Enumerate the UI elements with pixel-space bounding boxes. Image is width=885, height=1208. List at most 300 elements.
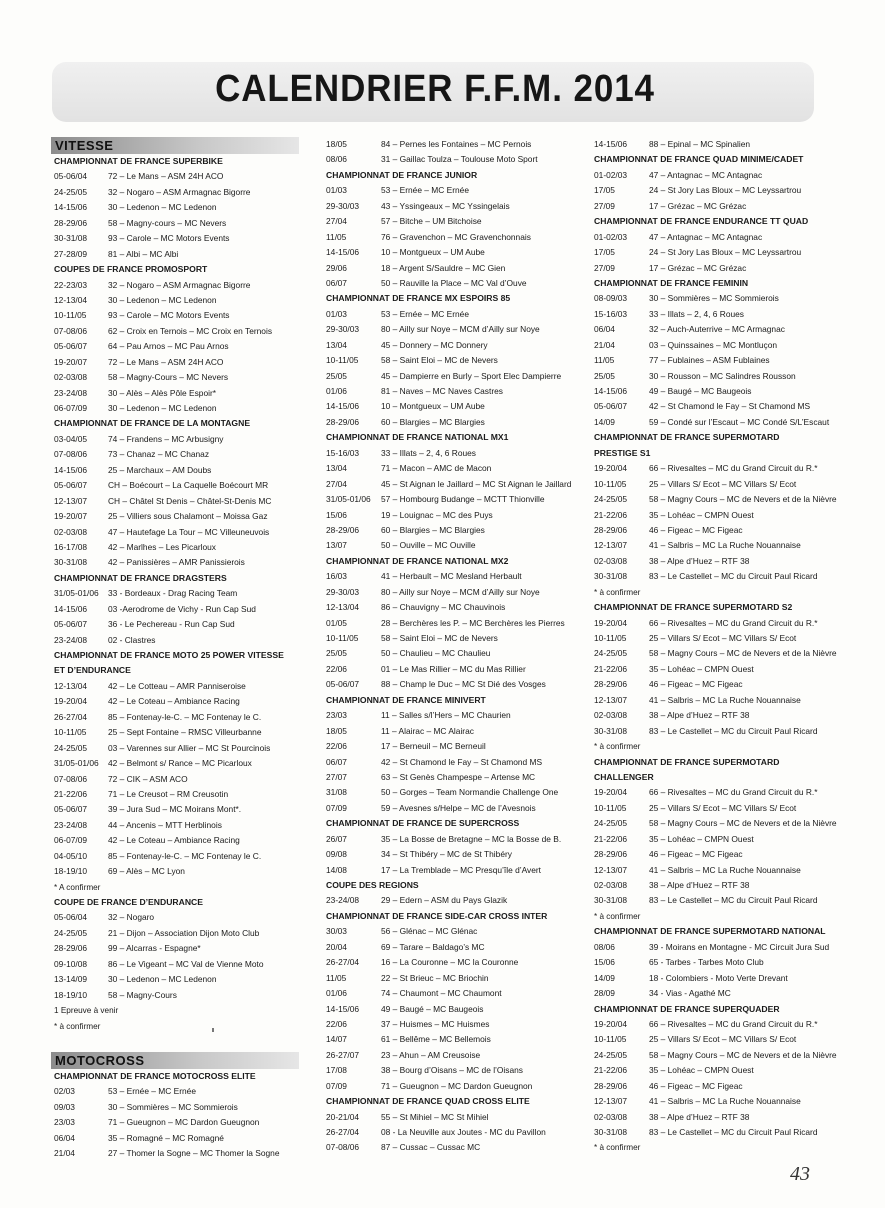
event-venue: 66 – Rivesaltes – MC du Grand Circuit du R.* [649,617,818,628]
event-row [591,261,845,276]
event-date: 23-24/08 [326,895,360,906]
event-date: 10-11/05 [594,802,627,813]
event-row [591,631,845,646]
event-date: 31/05-01/06 [326,494,371,505]
event-venue: 33 - Bordeaux - Drag Racing Team [108,588,238,599]
event-date: 25/05 [326,370,347,381]
event-venue: 66 – Rivesaltes – MC du Grand Circuit du R.* [649,787,818,798]
event-row [591,353,845,368]
event-row [51,957,299,972]
event-venue: 42 – Le Coteau – Ambiance Racing [108,696,240,707]
event-venue: 66 – Rivesaltes – MC du Grand Circuit du R.* [649,463,818,474]
event-date: 30-31/08 [594,571,628,582]
championship-heading: CHAMPIONNAT DE FRANCE NATIONAL MX2 [326,555,509,566]
event-row [323,353,577,368]
event-row [51,756,299,771]
event-venue: 25 – Marchaux – AM Doubs [108,464,212,475]
event-row [591,940,845,955]
event-venue: 19 – Louignac – MC des Puys [381,509,493,520]
event-row [591,461,845,476]
event-row [591,492,845,507]
event-venue: 45 – St Aignan le Jaillard – MC St Aignan le Jaillard [381,478,572,489]
event-date: 19-20/04 [594,617,628,628]
event-date: 23-24/08 [54,387,88,398]
event-date: 21-22/06 [54,788,88,799]
event-date: 18-19/10 [54,866,88,877]
event-date: 05-06/04 [54,171,88,182]
event-row [323,307,577,322]
event-venue: 36 - Le Pechereau - Run Cap Sud [108,619,235,630]
event-row [51,247,299,262]
event-venue: 55 – St Mihiel – MC St Mihiel [381,1111,489,1122]
event-row [323,801,577,816]
event-date: 24-25/05 [594,648,628,659]
event-date: 26-27/04 [326,1127,360,1137]
event-date: 14-15/06 [54,202,88,213]
event-date: 27/07 [326,771,347,782]
championship-heading: ET D’ENDURANCE [54,665,131,676]
event-date: 13-14/09 [54,974,88,985]
event-date: 12-13/04 [54,680,88,691]
event-row [51,169,299,184]
championship-heading: CHAMPIONNAT DE FRANCE FEMININ [594,277,749,288]
event-venue: 18 – Argent S/Sauldre – MC Gien [381,262,506,273]
event-date: 26-27/04 [326,957,360,968]
event-venue: 56 – Glénac – MC Glénac [381,926,478,937]
event-venue: 41 – Salbris – MC La Ruche Nouannaise [649,1096,801,1107]
event-row [591,137,845,152]
event-date: 25/05 [594,370,615,381]
event-date: 28-29/06 [594,524,628,535]
event-venue: 18 - Colombiers - Moto Verte Drevant [649,972,788,983]
event-row [51,988,299,1003]
event-venue: 38 – Alpe d’Huez – RTF 38 [649,1111,750,1122]
event-venue: 45 – Donnery – MC Donnery [381,339,488,350]
event-row [51,370,299,385]
event-date: 01-02/03 [594,231,628,242]
event-row [591,878,845,893]
championship-heading: CHAMPIONNAT DE FRANCE SUPERBIKE [54,156,223,166]
event-date: 02-03/08 [594,555,628,566]
event-date: 21-22/06 [594,833,628,844]
event-row [591,785,845,800]
event-date: 03-04/05 [54,433,88,444]
event-row [51,355,299,370]
event-venue: 58 – Magny-cours – MC Nevers [108,217,227,228]
event-date: 28-29/06 [594,679,628,690]
event-date: 21-22/06 [594,663,628,674]
event-date: 14/09 [594,972,615,983]
event-row [323,245,577,260]
event-date: 30-31/08 [594,895,628,906]
event-date: 08/06 [594,941,615,952]
event-date: 06/04 [594,324,615,335]
championship-heading: CHAMPIONNAT DE FRANCE MOTOCROSS ELITE [54,1070,256,1081]
event-row [323,322,577,337]
event-date: 10-11/05 [594,478,627,489]
event-row [51,602,299,617]
event-date: 05-06/07 [54,804,88,815]
event-date: 02-03/08 [594,710,628,721]
event-venue: 81 – Albi – MC Albi [108,248,179,259]
championship-heading: CHAMPIONNAT DE FRANCE MOTO 25 POWER VITESSE [54,650,284,660]
event-row [323,230,577,245]
event-row [591,616,845,631]
event-row [323,1063,577,1078]
event-row [323,677,577,692]
event-venue: 10 – Montgueux – UM Aube [381,247,485,258]
event-date: 10-11/05 [54,727,87,738]
event-date: 27-28/09 [54,248,88,259]
event-date: 30-31/08 [54,557,88,568]
event-date: 04-05/10 [54,850,88,861]
event-venue: CH – Boécourt – La Caquelle Boécourt MR [108,480,269,491]
event-venue: 27 – Thomer la Sogne – MC Thomer la Sogne [108,1148,280,1159]
event-date: 14-15/06 [54,603,88,614]
event-row [591,832,845,847]
event-row [323,631,577,646]
event-venue: 30 – Ledenon – MC Ledenon [108,974,217,985]
event-row [323,199,577,214]
event-row [591,230,845,245]
event-venue: 35 – Lohéac – CMPN Ouest [649,663,754,674]
event-venue: 32 – Nogaro – ASM Armagnac Bigorre [108,186,251,197]
event-date: 21/04 [54,1148,75,1159]
event-date: 24-25/05 [54,927,88,938]
event-row [51,710,299,725]
event-venue: 01 – Le Mas Rillier – MC du Mas Rillier [381,663,526,674]
event-row [591,708,845,723]
event-date: 24-25/05 [54,186,88,197]
event-date: 18/05 [326,139,347,149]
event-venue: 24 – St Jory Las Bloux – MC Leyssartrou [649,185,802,196]
event-venue: 16 – La Couronne – MC la Couronne [381,957,519,968]
event-row [323,276,577,291]
event-venue: 43 – Yssingeaux – MC Yssingelais [381,200,510,211]
event-date: 26-27/04 [54,711,88,722]
event-date: 30-31/08 [594,725,628,736]
event-date: 25/05 [326,648,347,659]
championship-heading: CHAMPIONNAT DE FRANCE NATIONAL MX1 [326,432,509,443]
event-venue: 49 – Baugé – MC Baugeois [649,386,752,396]
event-venue: 45 – Dampierre en Burly – Sport Elec Dampierre [381,370,562,381]
event-date: 02-03/08 [54,526,88,537]
event-venue: 53 – Ernée – MC Ernée [381,308,469,319]
event-venue: 34 - Vias - Agathé MC [649,988,731,999]
event-venue: 30 – Ledenon – MC Ledenon [108,294,217,305]
event-date: 01/06 [326,386,347,396]
event-date: 30-31/08 [54,233,88,244]
event-venue: 71 – Gueugnon – MC Dardon Gueugnon [108,1117,260,1128]
event-date: 20-21/04 [326,1111,360,1122]
event-row [591,523,845,538]
event-row [323,492,577,507]
event-venue: 50 – Chaulieu – MC Chaulieu [381,648,491,659]
event-date: 11/05 [326,972,347,983]
page-number: 43 [790,1163,810,1185]
event-row [51,941,299,956]
event-venue: 11 – Alairac – MC Alairac [381,725,474,736]
event-row [51,200,299,215]
championship-heading: CHAMPIONNAT DE FRANCE MX ESPOIRS 85 [326,293,511,304]
event-venue: 25 – Villars S/ Ecot – MC Villars S/ Ecot [649,802,797,813]
event-venue: 60 – Blargies – MC Blargies [381,416,485,427]
event-row [323,785,577,800]
championship-heading: CHAMPIONNAT DE FRANCE DE LA MONTAGNE [54,418,251,429]
event-venue: 66 – Rivesaltes – MC du Grand Circuit du R.* [649,1018,818,1029]
championship-heading: CHAMPIONNAT DE FRANCE SUPERMOTARD NATIONAL [594,926,826,937]
event-date: 02-03/08 [594,880,628,890]
event-date: 18-19/10 [54,989,88,1000]
event-row [51,401,299,416]
event-row [323,214,577,229]
event-date: 08-09/03 [594,293,628,304]
event-venue: 58 – Magny Cours – MC de Nevers et de la Nièvre [649,494,837,505]
event-venue: 17 – La Tremblade – MC Presqu’île d’Avert [381,864,541,875]
event-venue: 24 – St Jory Las Bloux – MC Leyssartrou [649,247,802,258]
event-row [323,1125,577,1140]
event-date: 29-30/03 [326,586,360,597]
event-venue: 50 – Gorges – Team Normandie Challenge One [381,787,559,798]
event-row [51,926,299,941]
event-venue: 25 – Villars S/ Ecot – MC Villars S/ Ecot [649,633,797,643]
event-row [591,724,845,739]
championship-heading: CHAMPIONNAT DE FRANCE QUAD MINIME/CADET [594,154,804,165]
event-date: 12-13/07 [594,864,628,875]
event-date: 22-23/03 [54,279,88,290]
event-venue: 38 – Alpe d’Huez – RTF 38 [649,880,750,890]
event-venue: 57 – Hombourg Budange – MCTT Thionville [381,494,545,505]
event-date: 19-20/04 [594,787,628,798]
event-row [591,847,845,862]
event-date: 22/06 [326,741,347,752]
event-row [51,1115,299,1130]
event-row [323,261,577,276]
event-date: 07/09 [326,1080,347,1091]
event-row [323,446,577,461]
event-date: 20/04 [326,941,347,952]
event-date: 22/06 [326,1018,347,1029]
event-venue: 58 – Saint Eloi – MC de Nevers [381,355,498,366]
event-date: 31/05-01/06 [54,588,99,599]
event-row [323,137,577,152]
event-row [323,508,577,523]
event-venue: 86 – Chauvigny – MC Chauvinois [381,602,506,613]
event-row [51,617,299,632]
event-row [51,818,299,833]
event-row [51,308,299,323]
event-venue: 80 – Ailly sur Noye – MCM d’Ailly sur Noye [381,324,540,335]
event-row [591,538,845,553]
event-row [51,555,299,570]
event-date: 16/03 [326,571,347,582]
event-date: 14-15/06 [594,386,628,396]
event-date: 22/06 [326,663,347,674]
event-venue: 32 – Auch-Auterrive – MC Armagnac [649,324,785,335]
event-venue: 88 – Champ le Duc – MC St Dié des Vosges [381,679,546,690]
event-row [323,569,577,584]
event-row [323,1079,577,1094]
event-row [591,1017,845,1032]
event-row [591,245,845,260]
event-date: 29/06 [326,262,347,273]
event-row [323,893,577,908]
event-row [591,415,845,430]
event-venue: 25 – Sept Fontaine – RMSC Villeurbanne [108,727,262,738]
event-venue: 42 – Panissières – AMR Panissierois [108,557,245,568]
event-venue: 58 – Magny-Cours [108,989,177,1000]
footnote: * à confirmer [54,1021,101,1031]
event-row [591,801,845,816]
event-date: 12-13/04 [326,602,360,613]
event-date: 28-29/06 [594,1080,628,1091]
event-date: 10-11/05 [594,633,627,643]
event-venue: 72 – Le Mans – ASM 24H ACO [108,171,224,182]
event-date: 05-06/04 [54,912,88,923]
event-venue: 41 – Salbris – MC La Ruche Nouannaise [649,540,801,551]
championship-heading: CHAMPIONNAT DE FRANCE SIDE-CAR CROSS INTER [326,910,548,921]
footnote: * à confirmer [594,1143,641,1153]
event-row [51,725,299,740]
event-venue: 57 – Bitche – UM Bitchoise [381,216,482,227]
event-venue: 50 – Ouville – MC Ouville [381,540,476,551]
event-date: 23/03 [326,710,347,721]
event-date: 11/05 [326,231,347,242]
event-row [51,586,299,601]
event-row [591,971,845,986]
event-date: 10-11/05 [326,633,359,643]
event-row [51,849,299,864]
event-venue: 61 – Bellême – MC Bellemois [381,1034,491,1045]
event-venue: 42 – St Chamond le Fay – St Chamond MS [649,401,811,412]
event-venue: 46 – Figeac – MC Figeac [649,679,743,690]
event-date: 21-22/06 [594,1065,628,1076]
event-row [323,662,577,677]
event-venue: 59 – Condé sur l’Escaut – MC Condé S/L’Escaut [649,416,830,427]
championship-heading: CHAMPIONNAT DE FRANCE MINIVERT [326,694,486,705]
championship-heading: CHAMPIONNAT DE FRANCE SUPERQUADER [594,1003,780,1014]
event-row [591,955,845,970]
championship-heading: PRESTIGE S1 [594,447,651,458]
event-venue: 17 – Grézac – MC Grézac [649,200,747,211]
event-row [591,646,845,661]
event-row [323,369,577,384]
event-venue: 83 – Le Castellet – MC du Circuit Paul Ricard [649,1127,818,1137]
event-date: 02-03/08 [594,1111,628,1122]
event-row [323,708,577,723]
event-date: 14/08 [326,864,347,875]
event-date: 14-15/06 [326,247,360,258]
event-venue: 83 – Le Castellet – MC du Circuit Paul Ricard [649,571,818,582]
event-venue: 81 – Naves – MC Naves Castres [381,386,503,396]
event-date: 11/05 [594,355,615,366]
event-venue: 73 – Chanaz – MC Chanaz [108,449,210,460]
event-venue: 37 – Huismes – MC Huismes [381,1018,490,1029]
event-date: 01/06 [326,988,347,999]
championship-heading: CHAMPIONNAT DE FRANCE SUPERMOTARD S2 [594,602,793,613]
event-date: 18/05 [326,725,347,736]
event-venue: 10 – Montgueux – UM Aube [381,401,485,412]
event-row [51,694,299,709]
event-date: 07/09 [326,802,347,813]
event-row [51,633,299,648]
event-venue: 47 – Hautefage La Tour – MC Villeuneuvois [108,526,270,537]
event-row [591,369,845,384]
event-date: 28-29/06 [326,416,360,427]
event-venue: 32 – Nogaro – ASM Armagnac Bigorre [108,279,251,290]
event-venue: 17 – Grézac – MC Grézac [649,262,747,273]
event-row [51,1100,299,1115]
event-row [51,339,299,354]
event-venue: 72 – CIK – ASM ACO [108,773,188,784]
event-date: 02/03 [54,1086,75,1097]
event-date: 14-15/06 [594,139,628,149]
event-row [51,972,299,987]
event-date: 10-11/05 [54,310,87,321]
event-row [591,554,845,569]
event-date: 02-03/08 [54,372,88,383]
event-row [323,461,577,476]
event-row [591,183,845,198]
event-date: 31/08 [326,787,347,798]
event-date: 28-29/06 [326,524,360,535]
footnote: 1 Epreuve à venir [54,1006,119,1016]
event-row [323,384,577,399]
event-row [591,307,845,322]
event-venue: 03 – Varennes sur Allier – MC St Pourcinois [108,742,271,753]
event-venue: 58 – Magny Cours – MC de Nevers et de la Nièvre [649,648,837,659]
event-date: 06-07/09 [54,835,88,846]
championship-heading: COUPE DE FRANCE D’ENDURANCE [54,897,203,907]
event-row [323,523,577,538]
event-venue: 74 – Frandens – MC Arbusigny [108,433,224,444]
event-date: 15/06 [594,957,615,968]
event-row [323,1002,577,1017]
event-date: 28/09 [594,988,615,999]
event-row [323,739,577,754]
event-date: 12-13/07 [54,495,88,506]
event-venue: 93 – Carole – MC Motors Events [108,233,230,244]
event-row [51,324,299,339]
event-venue: 84 – Pernes les Fontaines – MC Pernois [381,139,532,149]
event-venue: 69 – Tarare – Baldago’s MC [381,941,485,952]
event-venue: 71 – Gueugnon – MC Dardon Gueugnon [381,1080,533,1091]
event-venue: 41 – Salbris – MC La Ruche Nouannaise [649,864,801,875]
event-venue: 39 - Moirans en Montagne - MC Circuit Jura Sud [649,941,830,952]
event-row [51,679,299,694]
event-venue: 25 – Villars S/ Ecot – MC Villars S/ Ecot [649,1034,797,1045]
event-row [323,924,577,939]
event-row [591,662,845,677]
event-row [323,770,577,785]
event-venue: 86 – Le Vigeant – MC Val de Vienne Moto [108,958,264,969]
event-date: 24-25/05 [594,818,628,829]
event-row [323,1110,577,1125]
championship-heading: CHAMPIONNAT DE FRANCE ENDURANCE TT QUAD [594,216,809,227]
event-venue: 47 – Antagnac – MC Antagnac [649,231,763,242]
event-date: 17/08 [326,1065,347,1076]
championship-heading: CHAMPIONNAT DE FRANCE JUNIOR [326,169,478,180]
event-date: 15-16/03 [326,447,360,458]
event-date: 23/03 [54,1117,75,1128]
event-date: 26/07 [326,833,347,844]
event-row [323,1048,577,1063]
event-venue: 46 – Figeac – MC Figeac [649,1080,743,1091]
event-row [591,508,845,523]
event-venue: 42 – St Chamond le Fay – St Chamond MS [381,756,543,767]
event-venue: 11 – Salles s/l’Hers – MC Chaurien [381,710,511,721]
event-venue: 65 - Tarbes - Tarbes Moto Club [649,957,764,968]
